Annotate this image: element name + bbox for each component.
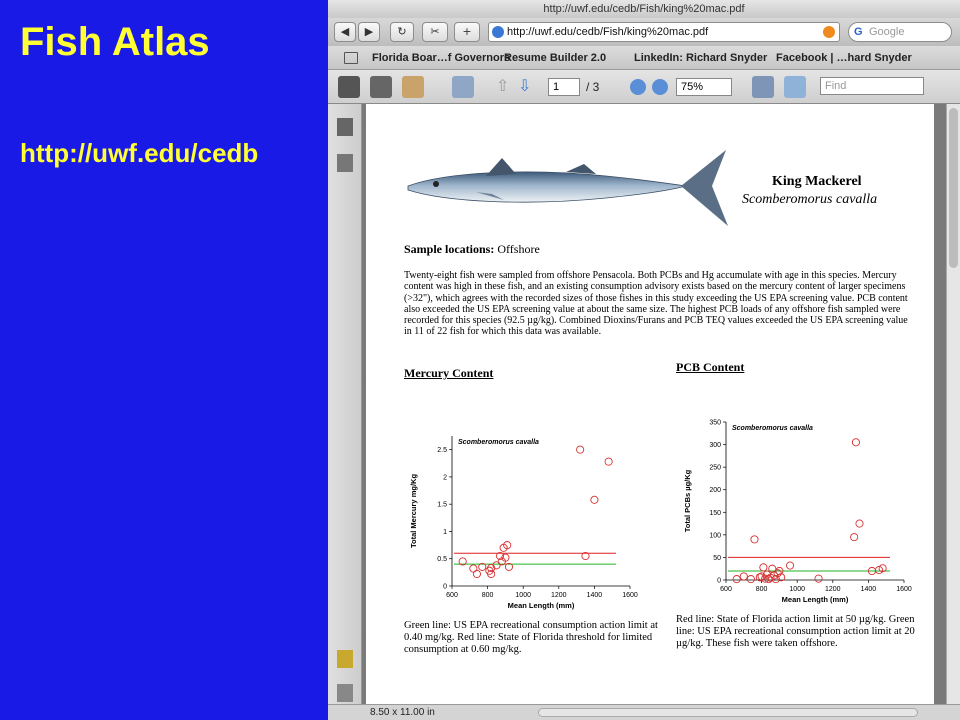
save-icon[interactable] — [370, 76, 392, 98]
collaborate-icon[interactable] — [452, 76, 474, 98]
sample-locations — [404, 242, 540, 257]
attachment-icon[interactable] — [337, 684, 353, 702]
page-number-input[interactable]: 1 — [548, 78, 580, 96]
data-point — [851, 534, 858, 541]
bookmark-item[interactable]: Florida Boar…f Governors — [372, 52, 511, 64]
y-axis-label: Total Mercury mg/Kg — [409, 473, 418, 549]
add-bookmark-button[interactable]: + — [454, 22, 480, 42]
x-tick-label: 1400 — [860, 586, 877, 593]
pcb-caption: Red line: State of Florida action limit at 50 µg/kg. Green line: US EPA recreational consumption action limit at 20 µg/kg. These fish were taken offshore. — [676, 614, 915, 649]
data-point — [605, 458, 612, 465]
x-tick-label: 1600 — [896, 586, 912, 593]
zoom-in-icon[interactable] — [652, 79, 668, 95]
reload-button[interactable]: ↻ — [390, 22, 414, 42]
common-name: King Mackerel — [772, 174, 862, 189]
fit-page-icon[interactable] — [784, 76, 806, 98]
y-tick-label: 100 — [709, 532, 721, 540]
mercury-scatter-chart — [402, 424, 638, 614]
vertical-scrollbar[interactable] — [946, 104, 960, 704]
x-tick-label: 800 — [481, 592, 494, 599]
print-icon[interactable] — [338, 76, 360, 98]
chart-title: Scomberomorus cavalla — [458, 439, 539, 446]
address-text: http://uwf.edu/cedb/Fish/king%20mac.pdf — [507, 26, 709, 38]
prev-page-icon[interactable]: ⇧ — [496, 78, 510, 95]
navigation-toolbar — [328, 18, 960, 46]
y-tick-label: 150 — [709, 509, 721, 517]
x-tick-label: 1600 — [622, 592, 638, 599]
zoom-select[interactable]: 75% — [676, 78, 732, 96]
find-input[interactable]: Find — [820, 77, 924, 95]
data-point — [740, 573, 747, 580]
pcb-scatter-chart — [676, 410, 912, 608]
pages-icon[interactable] — [337, 118, 353, 136]
bookmark-item[interactable]: Facebook | …hard Snyder — [776, 52, 912, 64]
window-title: http://uwf.edu/cedb/Fish/king%20mac.pdf — [328, 0, 960, 18]
x-tick-label: 1400 — [586, 592, 603, 599]
scientific-name: Scomberomorus cavalla — [742, 192, 878, 207]
y-tick-label: 200 — [709, 487, 721, 495]
pdf-side-panel — [328, 104, 362, 704]
next-page-icon[interactable]: ⇩ — [518, 78, 532, 95]
pdf-toolbar — [328, 70, 960, 104]
x-tick-label: 800 — [755, 586, 768, 593]
y-tick-label: 1.5 — [437, 501, 447, 509]
data-point — [733, 575, 740, 582]
data-point — [470, 565, 477, 572]
slide-title: Fish Atlas — [20, 20, 210, 64]
google-icon: G — [854, 26, 863, 38]
data-point — [751, 536, 758, 543]
page-size: 8.50 x 11.00 in — [370, 707, 435, 718]
y-tick-label: 2 — [443, 474, 447, 482]
data-point — [591, 496, 598, 503]
fit-width-icon[interactable] — [752, 76, 774, 98]
x-tick-label: 1000 — [515, 592, 531, 599]
king-mackerel-illustration — [406, 142, 736, 234]
forward-button[interactable]: ▶ — [358, 22, 380, 42]
data-point — [473, 570, 480, 577]
browser-window — [328, 0, 960, 720]
mercury-heading: Mercury Content — [404, 366, 494, 380]
page-total: / 3 — [586, 80, 600, 94]
x-axis-label: Mean Length (mm) — [507, 601, 575, 610]
scrollbar-thumb[interactable] — [949, 108, 958, 268]
data-point — [786, 562, 793, 569]
binoculars-icon[interactable] — [337, 154, 353, 172]
chart-title: Scomberomorus cavalla — [732, 425, 813, 432]
address-bar[interactable] — [488, 22, 840, 42]
x-tick-label: 600 — [446, 592, 458, 599]
zoom-out-icon[interactable] — [630, 79, 646, 95]
data-point — [852, 439, 859, 446]
y-axis-label: Total PCBs µg/Kg — [683, 469, 692, 533]
x-tick-label: 600 — [720, 586, 732, 593]
bookmark-item[interactable]: Resume Builder 2.0 — [504, 52, 607, 64]
status-bar — [328, 704, 960, 720]
y-tick-label: 1 — [443, 528, 447, 536]
sample-label: Sample locations: — [404, 242, 495, 256]
bookmarks-book-icon[interactable] — [344, 52, 358, 64]
y-tick-label: 0.5 — [437, 556, 447, 564]
globe-icon — [492, 26, 504, 38]
sample-value: Offshore — [497, 242, 540, 256]
mercury-caption: Green line: US EPA recreational consumption action limit at 0.40 mg/kg. Red line: State of Florida threshold for limited consumption at 0.60 mg/kg. — [404, 620, 658, 655]
rss-icon[interactable] — [823, 26, 835, 38]
data-point — [856, 520, 863, 527]
y-tick-label: 50 — [713, 554, 721, 562]
slide-url[interactable]: http://uwf.edu/cedb — [20, 138, 259, 168]
x-tick-label: 1000 — [789, 586, 805, 593]
x-axis-label: Mean Length (mm) — [781, 595, 849, 604]
share-icon[interactable] — [402, 76, 424, 98]
pdf-page — [366, 104, 934, 704]
snip-icon[interactable]: ✂ — [422, 22, 448, 42]
data-point — [815, 575, 822, 582]
y-tick-label: 2.5 — [437, 447, 447, 455]
data-point — [747, 575, 754, 582]
pcb-heading: PCB Content — [676, 360, 745, 374]
y-tick-label: 0 — [717, 577, 721, 585]
horizontal-scrollbar[interactable] — [538, 708, 918, 717]
x-tick-label: 1200 — [825, 586, 841, 593]
search-placeholder: Google — [869, 26, 905, 38]
y-tick-label: 300 — [709, 442, 721, 450]
bookmarks-bar — [328, 46, 960, 70]
search-input[interactable] — [848, 22, 952, 42]
bookmark-item[interactable]: LinkedIn: Richard Snyder — [634, 52, 768, 64]
y-tick-label: 250 — [709, 464, 721, 472]
data-point — [577, 446, 584, 453]
comments-icon[interactable] — [337, 650, 353, 668]
x-tick-label: 1200 — [551, 592, 567, 599]
data-point — [760, 564, 767, 571]
description-paragraph: Twenty-eight fish were sampled from offshore Pensacola. Both PCBs and Hg accumulate with age in this species. Mercury content was high in these fish, and an existing consumption advisory exists based on the mercury content of larger specimens (>32"), which agrees with the recorded sizes of those fishes in this study exceeding the US EPA screening value. PCB content also exceeded the US EPA screening value at about the same size. The highest PCB loads of any offshore fish sampled were recorded for this species (92.5 µg/kg). Combined Dioxins/Furans and PCB TEQ values exceeded the US EPA screening value in 11 of 22 fish for which this data was available. — [404, 270, 908, 338]
back-button[interactable]: ◀ — [334, 22, 356, 42]
y-tick-label: 0 — [443, 583, 447, 591]
y-tick-label: 350 — [709, 419, 721, 427]
